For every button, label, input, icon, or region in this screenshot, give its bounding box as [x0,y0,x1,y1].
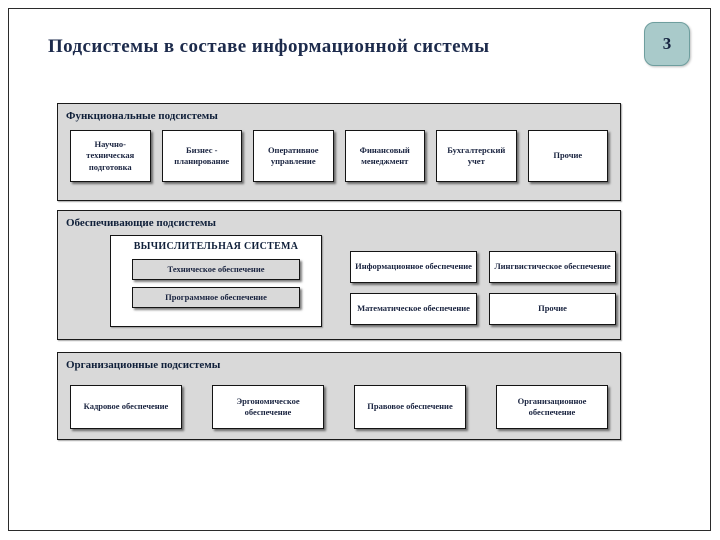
computing-system-box [110,235,322,327]
functional-box-financial-management: Финансовый менеджмент [345,130,426,182]
organizational-box-organizational: Организационное обеспечение [496,385,608,429]
section-organizational-header: Организационные подсистемы [66,359,221,371]
section-functional-subsystems [57,103,621,201]
functional-box-others: Прочие [528,130,609,182]
section-organizational-subsystems [57,352,621,440]
functional-items-row [58,130,620,182]
supporting-box-software: Программное обеспечение [132,287,300,308]
functional-box-operational-management: Оперативное управление [253,130,334,182]
page-number-badge [644,22,690,66]
computing-system-title: ВЫЧИСЛИТЕЛЬНАЯ СИСТЕМА [133,241,299,252]
organizational-items-row [58,385,620,429]
section-functional-header: Функциональные подсистемы [66,110,218,122]
slide-title: Подсистемы в составе информационной системы [48,36,490,57]
page-number: 3 [662,34,672,53]
organizational-box-legal: Правовое обеспечение [354,385,466,429]
supporting-box-technical: Техническое обеспечение [132,259,300,280]
supporting-box-others: Прочие [489,293,616,325]
supporting-items-grid [350,251,616,325]
functional-box-accounting: Бухгалтерский учет [436,130,517,182]
supporting-box-mathematical: Математическое обеспечение [350,293,477,325]
functional-box-business-planning: Бизнес - планирование [162,130,243,182]
section-supporting-header: Обеспечивающие подсистемы [66,217,216,229]
supporting-box-information: Информационное обеспечение [350,251,477,283]
organizational-box-ergonomic: Эргономическое обеспечение [212,385,324,429]
functional-box-science-prep: Научно-техническая подготовка [70,130,151,182]
supporting-box-linguistic: Лингвистическое обеспечение [489,251,616,283]
organizational-box-personnel: Кадровое обеспечение [70,385,182,429]
section-supporting-subsystems [57,210,621,340]
